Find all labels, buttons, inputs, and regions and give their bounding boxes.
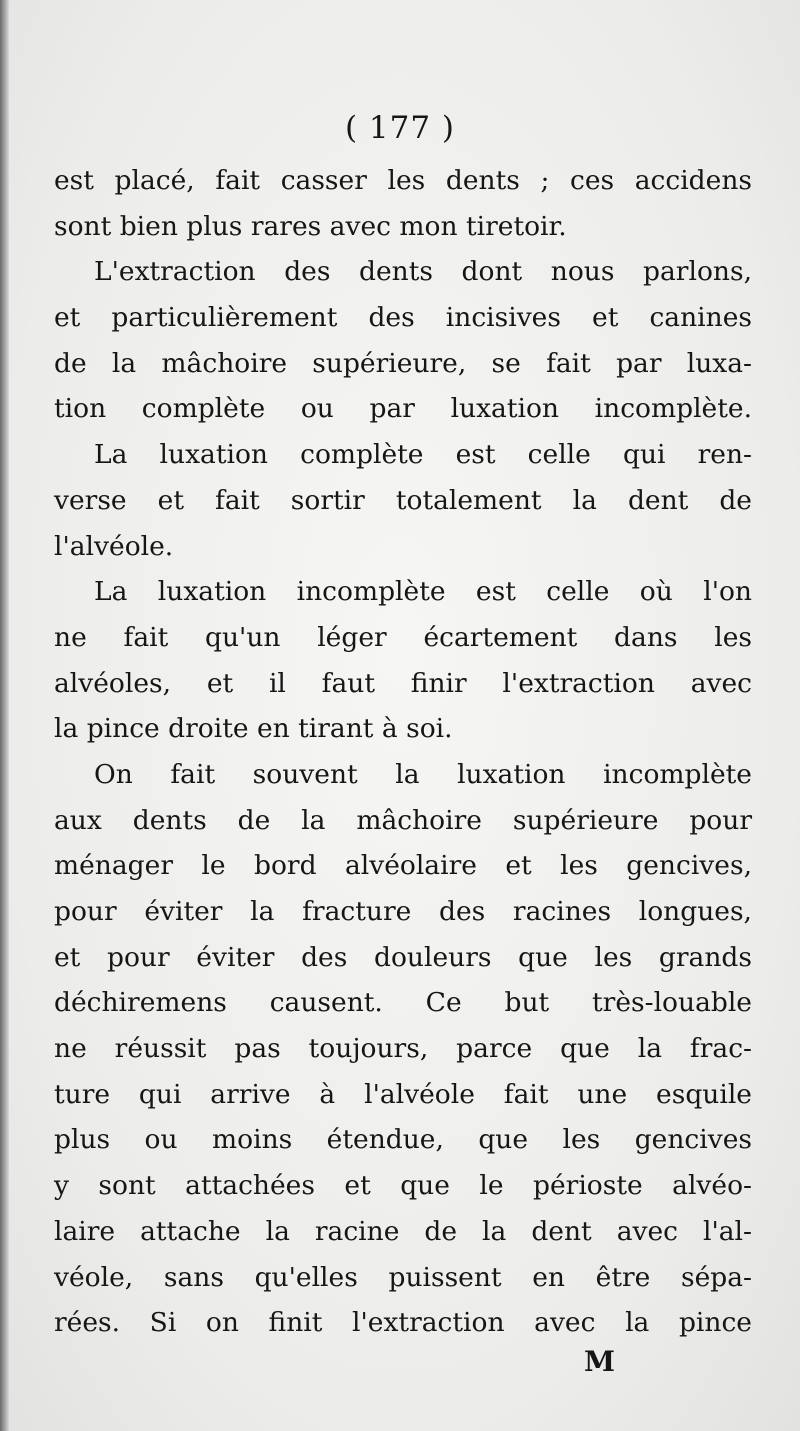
body-text: [54, 158, 752, 1346]
text-line: alvéoles, et il faut finir l'extraction avec: [54, 667, 752, 699]
text-line: tion complète ou par luxation incomplète.: [54, 393, 752, 425]
text-line: véole, sans qu'elles puissent en être sépa-: [54, 1261, 752, 1293]
text-line: l'alvéole.: [54, 530, 174, 562]
paragraph-start-line: On fait souvent la luxation incomplète: [94, 758, 752, 790]
text-line: ture qui arrive à l'alvéole fait une esquile: [54, 1078, 752, 1110]
text-line: rées. Si on finit l'extraction avec la pince: [54, 1307, 752, 1339]
signature-mark: M: [584, 1345, 615, 1378]
text-line: ménager le bord alvéolaire et les gencives,: [54, 850, 752, 882]
paragraph-start-line: La luxation complète est celle qui ren-: [94, 439, 752, 471]
text-line: est placé, fait casser les dents ; ces accidens: [54, 165, 752, 196]
text-line: déchiremens causent. Ce but très-louable: [54, 987, 752, 1019]
paragraph-start-line: L'extraction des dents dont nous parlons,: [94, 256, 752, 288]
text-line: laire attache la racine de la dent avec l'al-: [54, 1215, 752, 1247]
text-line: plus ou moins étendue, que les gencives: [54, 1124, 752, 1156]
text-line: sont bien plus rares avec mon tiretoir.: [54, 210, 567, 242]
text-line: pour éviter la fracture des racines longues,: [54, 896, 752, 927]
text-line: et particulièrement des incisives et canines: [54, 302, 752, 334]
text-line: de la mâchoire supérieure, se fait par luxa-: [54, 347, 752, 379]
page-edge-shadow: [0, 0, 9, 1431]
text-line: la pince droite en tirant à soi.: [54, 713, 453, 745]
page-number-header: ( 177 ): [344, 110, 456, 146]
text-line: ne fait qu'un léger écartement dans les: [54, 621, 752, 653]
text-line: et pour éviter des douleurs que les grands: [54, 941, 752, 973]
text-line: y sont attachées et que le périoste alvéo-: [54, 1170, 752, 1202]
paragraph-start-line: La luxation incomplète est celle où l'on: [94, 576, 752, 608]
text-line: ne réussit pas toujours, parce que la frac-: [54, 1033, 752, 1065]
text-line: verse et fait sortir totalement la dent de: [54, 484, 752, 516]
text-line: aux dents de la mâchoire supérieure pour: [54, 804, 752, 836]
